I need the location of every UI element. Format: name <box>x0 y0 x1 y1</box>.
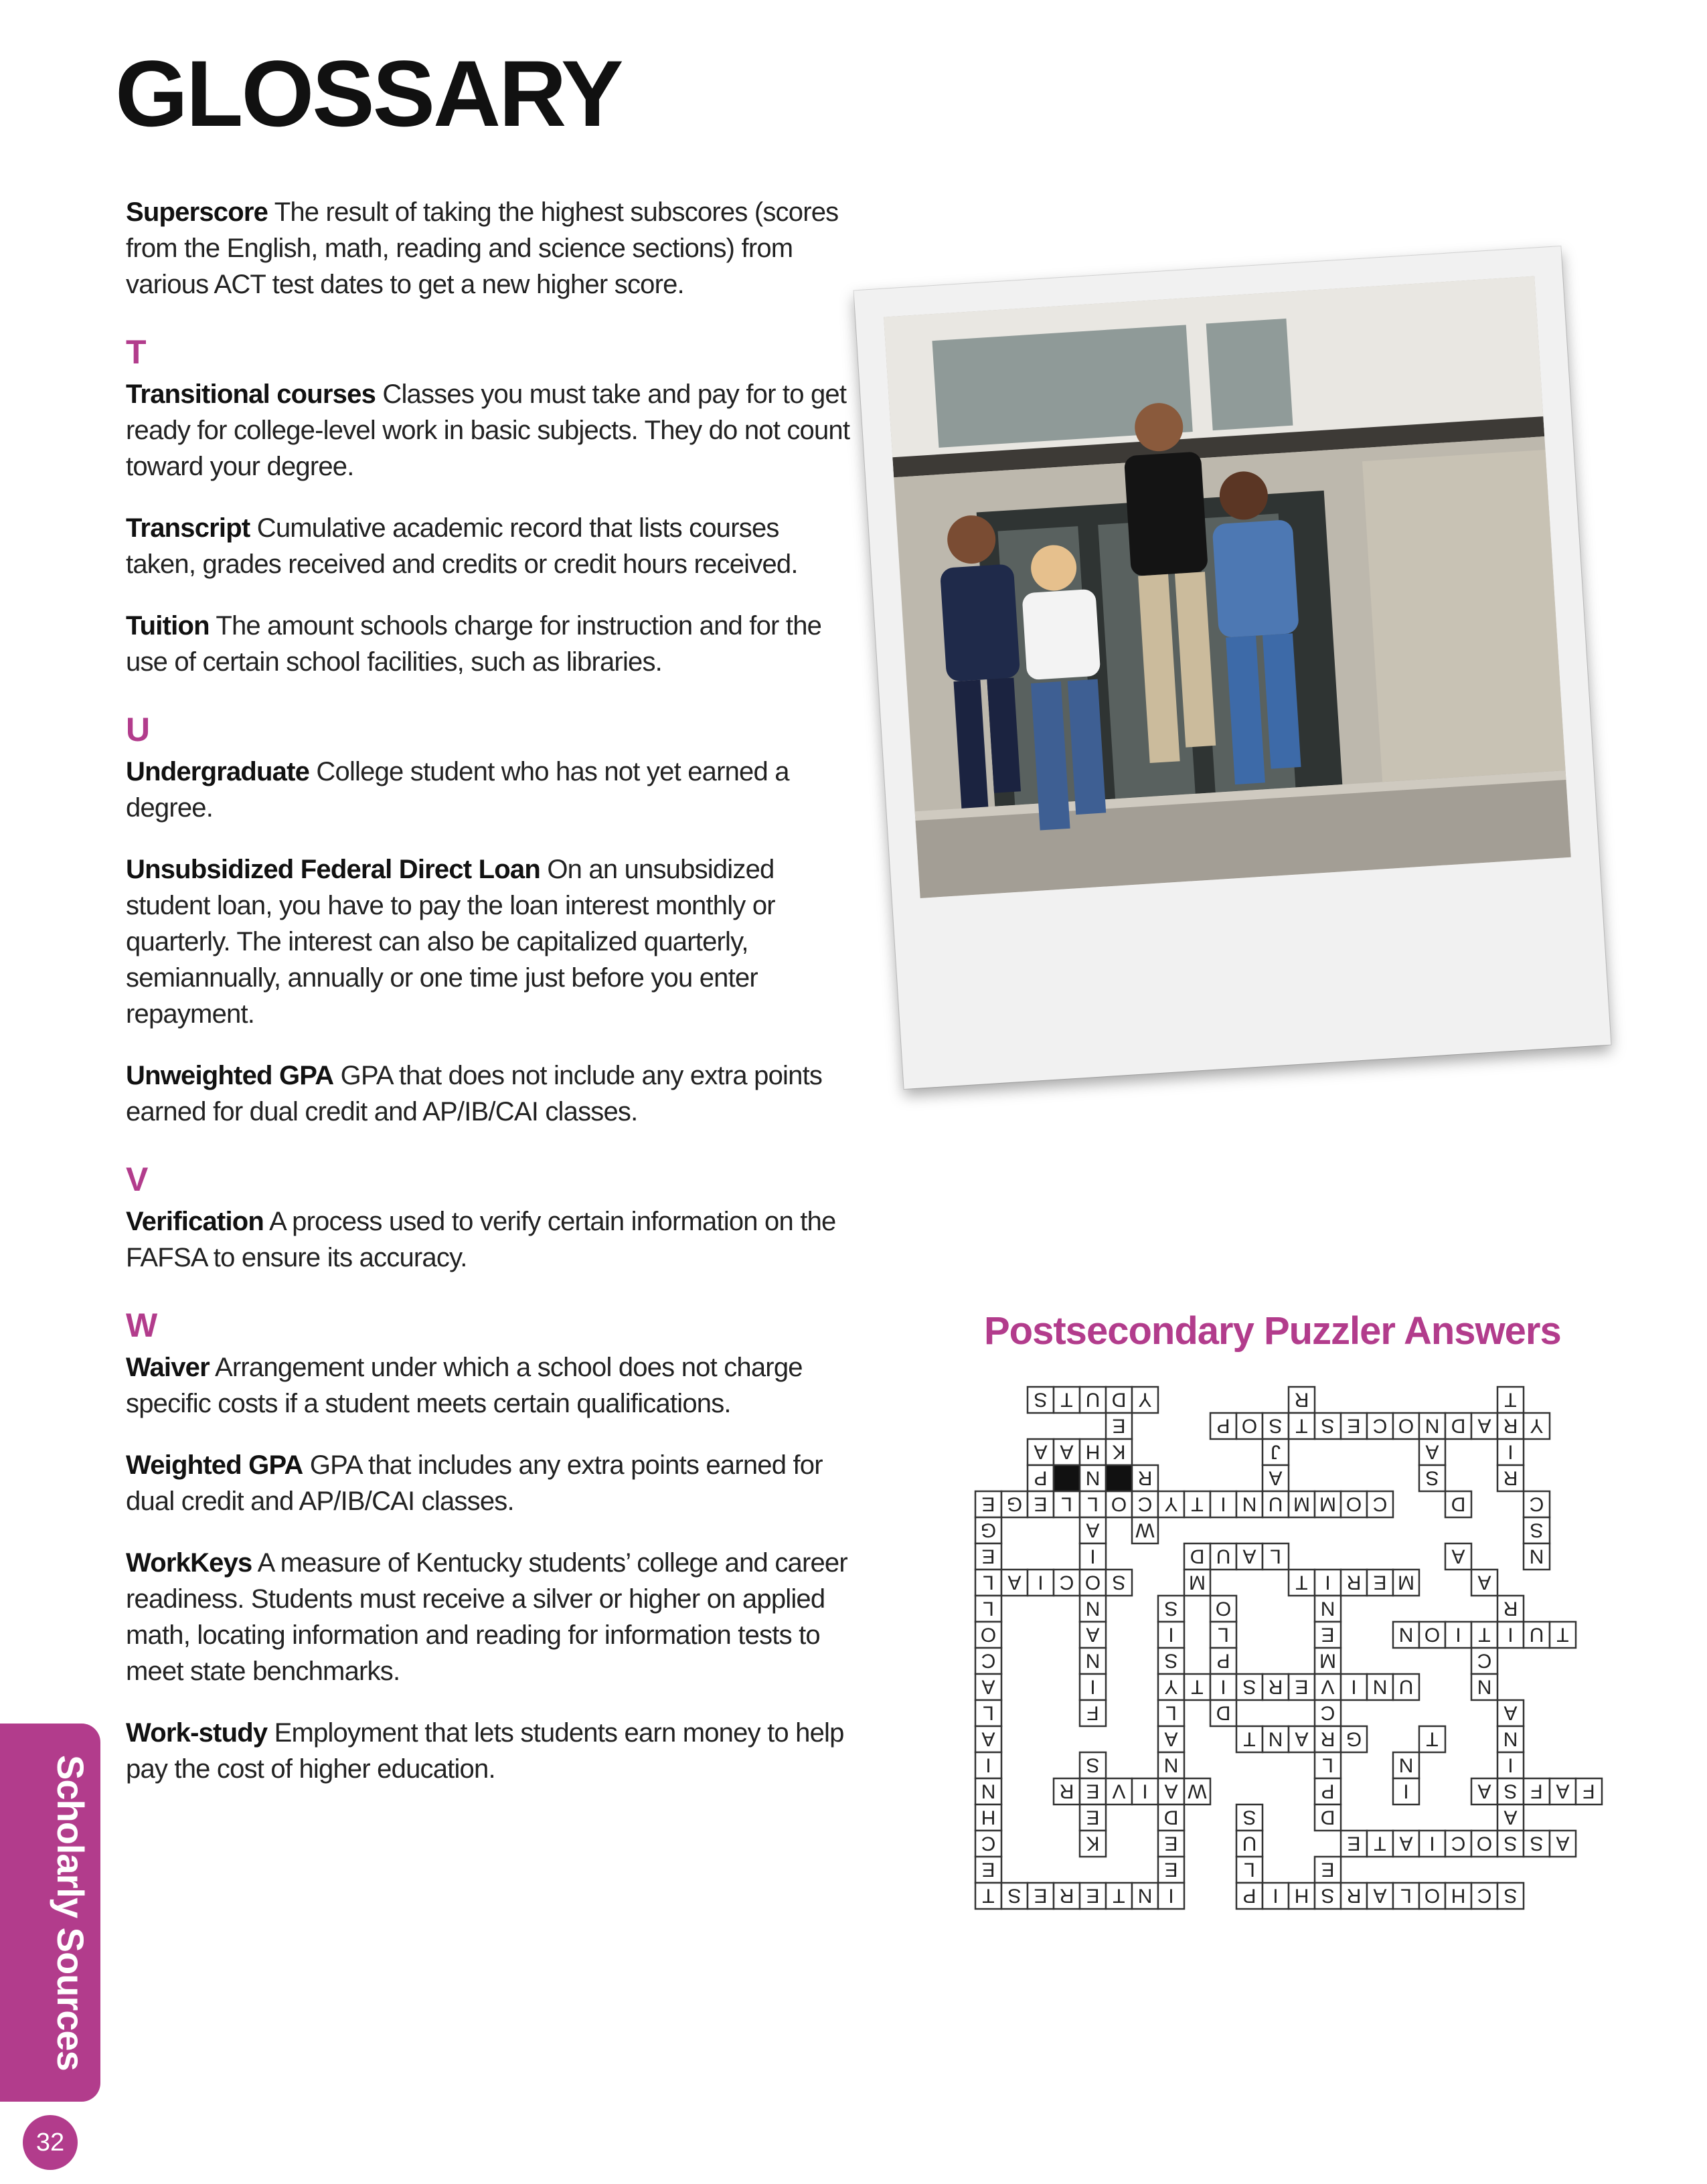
crossword-letter: R <box>1503 1466 1518 1489</box>
section-letter-t: T <box>126 333 146 371</box>
glossary-term: Transitional courses <box>126 380 376 409</box>
crossword-letter: S <box>1503 1780 1518 1802</box>
crossword-letter: E <box>981 1858 995 1881</box>
crossword-letter: N <box>1398 1754 1414 1776</box>
glossary-term: Unsubsidized Federal Direct Loan <box>126 855 540 884</box>
crossword-letter: S <box>1007 1884 1022 1907</box>
crossword-letter: E <box>1034 1493 1048 1515</box>
crossword-block <box>1106 1465 1132 1491</box>
students-jumping-photo <box>884 276 1571 898</box>
crossword-letter: L <box>983 1701 994 1724</box>
crossword-letter: R <box>1059 1780 1074 1802</box>
crossword-letter: S <box>1164 1597 1178 1620</box>
crossword-letter: C <box>1477 1649 1492 1672</box>
crossword-letter: R <box>1320 1728 1335 1750</box>
crossword-letter: I <box>1508 1623 1514 1646</box>
crossword-letter: F <box>1582 1780 1595 1802</box>
crossword-letter: S <box>1530 1519 1544 1541</box>
crossword-letter: D <box>1216 1701 1231 1724</box>
crossword-letter: I <box>1090 1675 1096 1698</box>
crossword-letter: G <box>1006 1493 1023 1515</box>
crossword-letter: I <box>1038 1571 1044 1594</box>
crossword-letter: A <box>1503 1701 1518 1724</box>
crossword-letter: L <box>983 1597 994 1620</box>
crossword-letter: F <box>1530 1780 1543 1802</box>
crossword-letter: N <box>1268 1728 1283 1750</box>
crossword-letter: E <box>1112 1414 1126 1437</box>
crossword-letter: M <box>1293 1493 1310 1515</box>
crossword-letter: N <box>1372 1675 1388 1698</box>
crossword-letter: H <box>1294 1884 1309 1907</box>
crossword-letter: K <box>1112 1440 1126 1463</box>
crossword-letter: O <box>1346 1493 1362 1515</box>
crossword-letter: T <box>1295 1414 1308 1437</box>
glossary-entry <box>126 1203 852 1276</box>
crossword-letter: V <box>1321 1675 1335 1698</box>
crossword-letter: D <box>1320 1806 1335 1829</box>
crossword-letter: R <box>1346 1884 1362 1907</box>
crossword-letter: D <box>1451 1493 1466 1515</box>
crossword-letter: A <box>1477 1780 1491 1802</box>
crossword-letter: S <box>1242 1806 1256 1829</box>
crossword-letter: G <box>1346 1728 1362 1750</box>
crossword-letter: C <box>981 1832 996 1855</box>
crossword-letter: T <box>1556 1623 1569 1646</box>
crossword-letter: S <box>1530 1832 1544 1855</box>
crossword-letter: D <box>1111 1388 1127 1411</box>
crossword-letter: N <box>1085 1466 1101 1489</box>
crossword-letter: L <box>1400 1884 1412 1907</box>
crossword-letter: K <box>1086 1832 1100 1855</box>
crossword-letter: A <box>981 1675 995 1698</box>
crossword-letter: O <box>980 1623 997 1646</box>
crossword-letter: E <box>1086 1780 1100 1802</box>
crossword-letter: T <box>1113 1884 1125 1907</box>
crossword-letter: Y <box>1164 1675 1178 1698</box>
crossword-letter: S <box>1321 1414 1335 1437</box>
crossword-letter: H <box>1085 1440 1101 1463</box>
crossword-letter: M <box>1319 1649 1336 1672</box>
glossary-term: Work-study <box>126 1718 268 1748</box>
crossword-letter: I <box>1325 1571 1331 1594</box>
crossword-letter: U <box>1085 1388 1101 1411</box>
crossword-letter: T <box>1426 1728 1439 1750</box>
crossword-letter: P <box>1321 1780 1335 1802</box>
crossword-letter: O <box>1424 1623 1441 1646</box>
crossword-letter: I <box>985 1754 991 1776</box>
glossary-definition: On an unsubsidized student loan, you have to pay the loan interest monthly or quarterly. The interest can also be capitalized quarterly, semiannually, annually or one time just before you enter repayment. <box>126 855 775 1029</box>
crossword-letter: A <box>1556 1832 1570 1855</box>
section-letter-w: W <box>126 1307 157 1344</box>
crossword-letter: I <box>1455 1623 1461 1646</box>
crossword-letter: Y <box>1138 1388 1152 1411</box>
glossary-term: Tuition <box>126 611 210 641</box>
crossword-letter: I <box>1403 1780 1409 1802</box>
crossword-letter: E <box>1164 1858 1178 1881</box>
crossword-letter: P <box>1242 1884 1256 1907</box>
glossary-definition: Classes you must take and pay for to get ready for college-level work in basic subjects. They do not count toward your degree. <box>126 380 850 481</box>
crossword-letter: N <box>1425 1414 1440 1437</box>
crossword-letter: N <box>1137 1884 1153 1907</box>
glossary-definition: The amount schools charge for instruction and for the use of certain school facilities, such as libraries. <box>126 611 822 677</box>
glossary-term: Unweighted GPA <box>126 1061 334 1090</box>
glossary-term: Weighted GPA <box>126 1450 303 1480</box>
crossword-letter: E <box>1373 1571 1387 1594</box>
crossword-letter: U <box>1529 1623 1544 1646</box>
crossword-letter: A <box>1086 1519 1100 1541</box>
crossword-letter: T <box>1374 1832 1386 1855</box>
crossword-letter: N <box>1085 1597 1101 1620</box>
crossword-letter: T <box>1478 1623 1491 1646</box>
glossary-definition: Arrangement under which a school does not charge specific costs if a student meets certain qualifications. <box>126 1353 803 1418</box>
crossword-letter: S <box>1321 1884 1335 1907</box>
glossary-definition: The result of taking the highest subscores (scores from the English, math, reading and science sections) from various ACT test dates to get a new higher score. <box>126 197 839 299</box>
glossary-definition: A process used to verify certain information on the FAFSA to ensure its accuracy. <box>126 1207 836 1272</box>
crossword-letter: S <box>1086 1754 1100 1776</box>
crossword-letter: H <box>981 1806 996 1829</box>
glossary-term: Undergraduate <box>126 757 310 786</box>
crossword-letter: D <box>1451 1414 1466 1437</box>
crossword-letter: I <box>1142 1780 1148 1802</box>
crossword-letter: R <box>1059 1884 1074 1907</box>
glossary-term: WorkKeys <box>126 1548 252 1578</box>
crossword-letter: R <box>1268 1675 1283 1698</box>
crossword-letter: C <box>1372 1414 1388 1437</box>
crossword-letter: O <box>1476 1832 1493 1855</box>
crossword-letter: E <box>1086 1806 1100 1829</box>
page-title: GLOSSARY <box>115 41 622 146</box>
glossary-entry <box>126 754 852 826</box>
crossword-letter: A <box>1503 1806 1518 1829</box>
glossary-list <box>126 194 852 1813</box>
side-tab-label: Scholarly Sources <box>50 1754 92 2071</box>
crossword-block <box>1054 1465 1080 1491</box>
crossword-letter: Y <box>1530 1414 1544 1437</box>
crossword-letter: A <box>1164 1780 1178 1802</box>
crossword-letter: N <box>1242 1493 1257 1515</box>
crossword-letter: N <box>1320 1597 1335 1620</box>
glossary-definition: Employment that lets students earn money to help pay the cost of higher education. <box>126 1718 844 1784</box>
glossary-entry <box>126 1058 852 1130</box>
crossword-letter: A <box>1477 1414 1491 1437</box>
crossword-letter: U <box>1242 1832 1257 1855</box>
crossword-letter: O <box>1084 1571 1101 1594</box>
crossword-letter: C <box>981 1649 996 1672</box>
crossword-letter: N <box>981 1780 996 1802</box>
crossword-letter: L <box>1270 1545 1281 1568</box>
crossword-letter: O <box>1215 1597 1232 1620</box>
crossword-letter: V <box>1112 1780 1126 1802</box>
crossword-letter: R <box>1503 1597 1518 1620</box>
crossword-letter: T <box>1060 1388 1073 1411</box>
crossword-letter: E <box>981 1493 995 1515</box>
section-letter-v: V <box>126 1161 148 1198</box>
crossword-letter: C <box>1451 1832 1466 1855</box>
crossword-letter: M <box>1398 1571 1414 1594</box>
glossary-entry <box>126 851 852 1032</box>
crossword-letter: U <box>1398 1675 1414 1698</box>
crossword-letter: I <box>1220 1675 1226 1698</box>
crossword-letter: O <box>1111 1493 1127 1515</box>
crossword-letter: O <box>1424 1884 1441 1907</box>
crossword-letter: N <box>1398 1623 1414 1646</box>
crossword-letter: W <box>1188 1780 1207 1802</box>
glossary-entry <box>126 194 852 303</box>
crossword-letter: I <box>1220 1493 1226 1515</box>
crossword-letter: U <box>1216 1545 1231 1568</box>
crossword-letter: A <box>1164 1728 1178 1750</box>
glossary-definition: College student who has not yet earned a degree. <box>126 757 789 823</box>
crossword-letter: J <box>1271 1440 1281 1463</box>
crossword-letter: I <box>1351 1675 1357 1698</box>
glossary-entry <box>126 1447 852 1519</box>
crossword-letter: U <box>1268 1493 1283 1515</box>
crossword-letter: S <box>1503 1884 1518 1907</box>
crossword-letter: A <box>1399 1832 1413 1855</box>
photo-illustration <box>884 276 1571 898</box>
crossword-letter: W <box>1135 1519 1155 1541</box>
crossword-letter: Y <box>1164 1493 1178 1515</box>
crossword-letter: E <box>1321 1858 1335 1881</box>
crossword-letter: S <box>1112 1571 1126 1594</box>
crossword-grid <box>974 1385 1603 1910</box>
crossword-letter: E <box>1347 1414 1361 1437</box>
crossword-letter: S <box>1503 1832 1518 1855</box>
crossword-letter: E <box>1086 1884 1100 1907</box>
crossword-letter: T <box>1191 1493 1204 1515</box>
crossword-letter: G <box>980 1519 997 1541</box>
crossword-letter: T <box>1191 1675 1204 1698</box>
crossword-letter: A <box>1556 1780 1570 1802</box>
crossword-letter: N <box>1085 1649 1101 1672</box>
crossword-letter: A <box>1086 1623 1100 1646</box>
crossword-letter: N <box>1503 1728 1518 1750</box>
crossword-letter: I <box>1508 1440 1514 1463</box>
crossword-letter: A <box>1269 1466 1283 1489</box>
page-number: 32 <box>23 2115 78 2170</box>
crossword-letter: L <box>983 1571 994 1594</box>
crossword-letter: I <box>1168 1623 1174 1646</box>
glossary-entry <box>126 510 852 582</box>
glossary-definition: Cumulative academic record that lists courses taken, grades received and credits or credit hours received. <box>126 513 798 579</box>
crossword-letter: O <box>1398 1414 1414 1437</box>
crossword-letter: L <box>1061 1493 1072 1515</box>
crossword-letter: D <box>1163 1806 1179 1829</box>
crossword-letter: P <box>1216 1414 1230 1437</box>
crossword-letter: D <box>1190 1545 1205 1568</box>
crossword-letter: T <box>1243 1728 1256 1750</box>
crossword-letter: E <box>1321 1623 1335 1646</box>
crossword-letter: S <box>1164 1649 1178 1672</box>
crossword-letter: H <box>1451 1884 1466 1907</box>
crossword-letter: P <box>1034 1466 1048 1489</box>
crossword-letter: E <box>1034 1884 1048 1907</box>
crossword-letter: C <box>1477 1884 1492 1907</box>
crossword-letter: A <box>1373 1884 1387 1907</box>
glossary-definition: GPA that includes any extra points earned for dual credit and AP/IB/CAI classes. <box>126 1450 823 1516</box>
glossary-term: Superscore <box>126 197 268 227</box>
crossword-letter: N <box>1477 1675 1492 1698</box>
crossword-letter: S <box>1269 1414 1283 1437</box>
crossword-letter: R <box>1503 1414 1518 1437</box>
crossword-letter: L <box>1322 1754 1333 1776</box>
glossary-entry <box>126 1545 852 1689</box>
crossword-letter: T <box>1295 1571 1308 1594</box>
glossary-entry <box>126 376 852 485</box>
polaroid-frame <box>854 246 1611 1089</box>
crossword-letter: I <box>1273 1884 1279 1907</box>
crossword-letter: F <box>1086 1701 1099 1724</box>
crossword-letter: A <box>1242 1545 1256 1568</box>
crossword-letter: L <box>1087 1493 1099 1515</box>
crossword-letter: A <box>1007 1571 1022 1594</box>
crossword-letter: P <box>1216 1649 1230 1672</box>
crossword-letter: S <box>1425 1466 1439 1489</box>
crossword-letter: L <box>1218 1623 1229 1646</box>
glossary-definition: GPA that does not include any extra points earned for dual credit and AP/IB/CAI classes. <box>126 1061 823 1126</box>
glossary-definition: A measure of Kentucky students’ college and career readiness. Students must receive a silver or higher on applied math, locating information and reading for information tests to meet state benchmarks. <box>126 1548 847 1686</box>
crossword-letter: A <box>1060 1440 1074 1463</box>
crossword-letter: N <box>1529 1545 1544 1568</box>
crossword-letter: I <box>1508 1754 1514 1776</box>
crossword-letter: L <box>1244 1858 1255 1881</box>
crossword-letter: M <box>1189 1571 1206 1594</box>
crossword-letter: C <box>1372 1493 1388 1515</box>
glossary-term: Transcript <box>126 513 250 543</box>
crossword-letter: R <box>1294 1388 1309 1411</box>
crossword-letter: N <box>1163 1754 1179 1776</box>
crossword-letter: S <box>1242 1675 1256 1698</box>
crossword-letter: C <box>1059 1571 1074 1594</box>
crossword-letter: I <box>1429 1832 1435 1855</box>
crossword-letter: E <box>1347 1832 1361 1855</box>
crossword-letter: S <box>1034 1388 1048 1411</box>
puzzle-answers-heading: Postsecondary Puzzler Answers <box>984 1309 1561 1353</box>
crossword-letter: C <box>1137 1493 1153 1515</box>
crossword-letter: R <box>1137 1466 1153 1489</box>
crossword-letter: C <box>1320 1701 1335 1724</box>
crossword-letter: I <box>1090 1545 1096 1568</box>
crossword-letter: A <box>1451 1545 1465 1568</box>
crossword-letter: T <box>1504 1388 1517 1411</box>
crossword-letter: E <box>1295 1675 1309 1698</box>
section-letter-u: U <box>126 711 150 748</box>
glossary-entry <box>126 608 852 680</box>
crossword-letter: C <box>1529 1493 1544 1515</box>
crossword-letter: R <box>1346 1571 1362 1594</box>
crossword-letter: M <box>1319 1493 1336 1515</box>
glossary-entry <box>126 1349 852 1422</box>
crossword-letter: I <box>1168 1884 1174 1907</box>
crossword-letter: E <box>1164 1832 1178 1855</box>
crossword-letter: O <box>1241 1414 1258 1437</box>
crossword-letter: L <box>1165 1701 1177 1724</box>
glossary-entry <box>126 1715 852 1787</box>
crossword-letter: A <box>1477 1571 1491 1594</box>
crossword-letter: A <box>1034 1440 1048 1463</box>
crossword-letter: A <box>1425 1440 1439 1463</box>
crossword-letter: T <box>982 1884 995 1907</box>
crossword-letter: E <box>981 1545 995 1568</box>
crossword-letter: A <box>981 1728 995 1750</box>
crossword-letter: A <box>1295 1728 1309 1750</box>
glossary-term: Verification <box>126 1207 264 1236</box>
glossary-term: Waiver <box>126 1353 210 1382</box>
